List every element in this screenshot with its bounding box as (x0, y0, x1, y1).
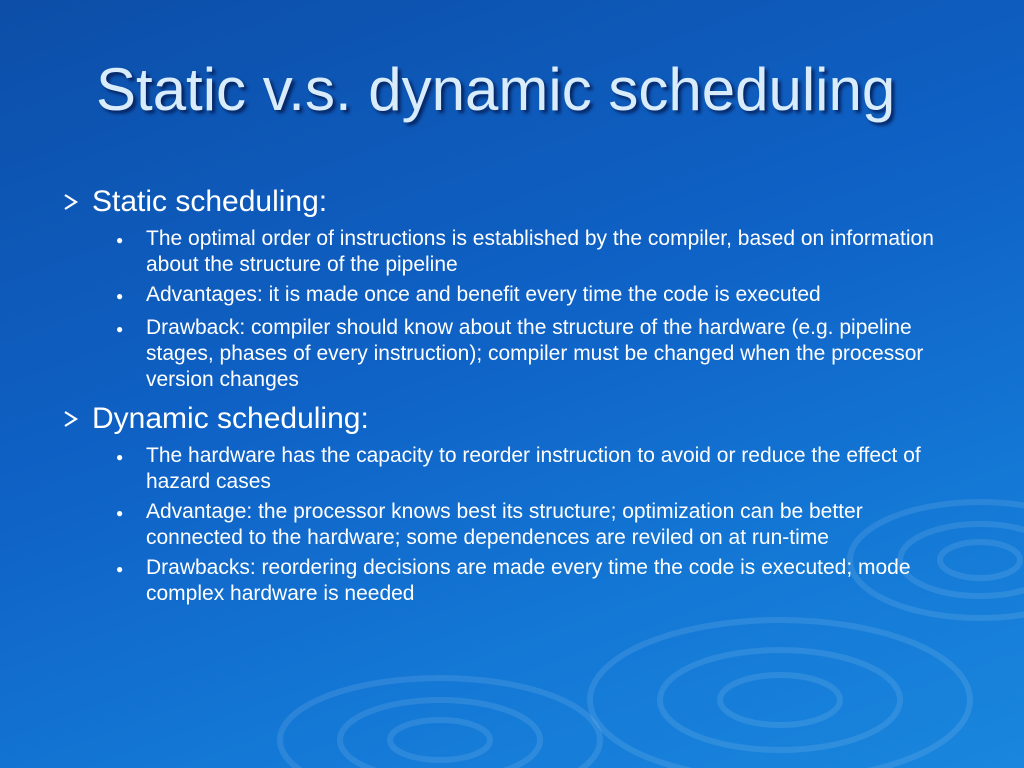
list-item (114, 499, 962, 551)
slide-title: Static v.s. dynamic scheduling (96, 56, 896, 123)
section-heading-text: Static scheduling: (92, 185, 328, 218)
chevron-right-icon (62, 401, 92, 433)
bullet-dot-icon: ● (116, 289, 124, 303)
dynamic-items-list (114, 443, 962, 607)
list-item-text: The hardware has the capacity to reorder instruction to avoid or reduce the effect of hazard cases (146, 444, 921, 493)
list-item (114, 555, 962, 607)
list-item (114, 226, 962, 278)
section-heading-text: Dynamic scheduling: (92, 402, 369, 435)
static-items-list (114, 226, 962, 393)
list-item (114, 315, 962, 393)
section-heading-dynamic (62, 401, 962, 437)
list-item-text: Drawback: compiler should know about the structure of the hardware (e.g. pipeline stages, phases of every instruction); compiler must be changed when the processor version changes (146, 316, 924, 391)
slide-body (62, 184, 962, 615)
chevron-right-icon (62, 184, 92, 216)
section-heading-static (62, 184, 962, 220)
list-item (114, 282, 962, 311)
list-item (114, 443, 962, 495)
list-item-text: Drawbacks: reordering decisions are made every time the code is executed; mode complex hardware is needed (146, 556, 911, 605)
list-item-text: Advantage: the processor knows best its structure; optimization can be better connected to the hardware; some dependences are reviled on at run-time (146, 500, 863, 549)
bullet-dot-icon: ● (116, 450, 124, 464)
bullet-dot-icon: ● (116, 562, 124, 576)
bullet-dot-icon: ● (116, 233, 124, 247)
bullet-dot-icon: ● (116, 322, 124, 336)
list-item-text: The optimal order of instructions is established by the compiler, based on information about the structure of the pipeline (146, 227, 934, 276)
list-item-text: Advantages: it is made once and benefit every time the code is executed (146, 283, 821, 306)
bullet-dot-icon: ● (116, 506, 124, 520)
